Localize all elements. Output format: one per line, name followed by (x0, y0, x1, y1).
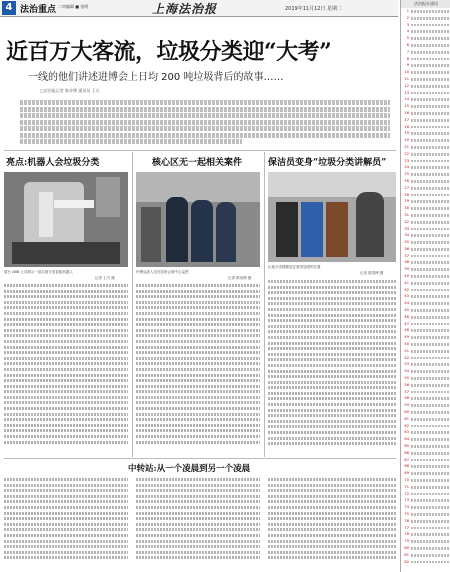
divider (4, 458, 396, 459)
photo-caption-3: 垃圾分类桶摆放在展馆显眼的位置 (268, 265, 321, 269)
sidebar-row-number: 4 (406, 29, 409, 34)
column-rule (264, 152, 265, 457)
sidebar-row-number: 51 (404, 348, 409, 353)
sidebar-row-number: 27 (404, 185, 409, 190)
sidebar-row (401, 158, 450, 165)
sidebar-row (401, 96, 450, 103)
sidebar-row-number: 35 (404, 240, 409, 245)
sidebar-row (401, 90, 450, 97)
sidebar-row-number: 19 (404, 131, 409, 136)
sidebar-row-text (411, 30, 450, 33)
sidebar-row-text (411, 350, 450, 353)
divider (4, 150, 396, 151)
sidebar-row (401, 56, 450, 63)
sidebar-row (401, 477, 450, 484)
sidebar-listing (400, 0, 450, 572)
sidebar-row (401, 171, 450, 178)
sidebar-row-text (411, 180, 450, 183)
sidebar-row-text (411, 513, 450, 516)
sidebar-row (401, 137, 450, 144)
sidebar-row-number: 59 (404, 403, 409, 408)
sidebar-row-text (411, 261, 450, 264)
sidebar-row-number: 13 (404, 90, 409, 95)
sidebar-row-text (411, 472, 450, 475)
bottom-story-title: 中转站:从一个凌晨到另一个凌晨 (128, 464, 251, 474)
column-2-body (136, 284, 260, 446)
sidebar-row-number: 80 (404, 545, 409, 550)
sidebar-row-text (411, 343, 450, 346)
sidebar-row-text (411, 377, 450, 380)
page-number: 4 (2, 1, 16, 15)
sidebar-row-text (411, 119, 450, 122)
sidebar-row-text (411, 493, 450, 496)
sidebar-row-text (411, 445, 450, 448)
sidebar-row-number: 6 (406, 42, 409, 47)
sidebar-row-number: 11 (404, 76, 409, 81)
sidebar-row (401, 368, 450, 375)
sidebar-row-text (411, 533, 450, 536)
sidebar-row-text (411, 275, 450, 278)
sidebar-row-text (411, 98, 450, 101)
sidebar-row-text (411, 139, 450, 142)
sidebar-rows (401, 8, 450, 565)
sidebar-row-text (411, 316, 450, 319)
sidebar-row (401, 436, 450, 443)
sidebar-row-number: 60 (404, 410, 409, 415)
sidebar-row-number: 57 (404, 389, 409, 394)
sidebar-row (401, 8, 450, 15)
column-title-1: 亮点:机器人会垃圾分类 (6, 158, 100, 168)
sidebar-row-text (411, 459, 450, 462)
sidebar-row (401, 327, 450, 334)
sidebar-row-text (411, 24, 450, 27)
photo-credit-2: 记者 陈奇博 摄 (228, 276, 252, 280)
sidebar-row-number: 12 (404, 83, 409, 88)
sidebar-row (401, 402, 450, 409)
sidebar-row (401, 253, 450, 260)
sidebar-row (401, 491, 450, 498)
sidebar-row-number: 14 (404, 97, 409, 102)
sidebar-row-number: 77 (404, 525, 409, 530)
sidebar-row-text (411, 51, 450, 54)
sidebar-row-text (411, 17, 450, 20)
sidebar-row-text (411, 540, 450, 543)
main-headline: 近百万大客流，垃圾分类迎“大考” (6, 39, 332, 65)
sidebar-row-number: 56 (404, 382, 409, 387)
sidebar-row-number: 82 (404, 559, 409, 564)
sidebar-row-text (411, 404, 450, 407)
sidebar-row (401, 76, 450, 83)
sidebar-row-text (411, 132, 450, 135)
sidebar-row-number: 48 (404, 328, 409, 333)
sidebar-row-text (411, 425, 450, 428)
sidebar-row-text (411, 160, 450, 163)
sidebar-row-number: 42 (404, 287, 409, 292)
column-title-2: 核心区无一起相关案件 (152, 158, 243, 168)
sidebar-row-text (411, 329, 450, 332)
sidebar-row (401, 409, 450, 416)
sidebar-row-number: 45 (404, 308, 409, 313)
sidebar-row-text (411, 554, 450, 557)
sidebar-row-number: 74 (404, 505, 409, 510)
sidebar-row-number: 8 (406, 56, 409, 61)
sidebar-row (401, 164, 450, 171)
sidebar-row (401, 443, 450, 450)
sidebar-row (401, 497, 450, 504)
sidebar-row-text (411, 37, 450, 40)
sidebar-row-number: 25 (404, 172, 409, 177)
sidebar-row (401, 198, 450, 205)
sidebar-row (401, 219, 450, 226)
issue-date: 2019年11月12日 星期二 (285, 6, 343, 12)
sidebar-row-number: 41 (404, 280, 409, 285)
sidebar-row-number: 30 (404, 206, 409, 211)
sidebar-row-text (411, 431, 450, 434)
sidebar-row-text (411, 248, 450, 251)
sidebar-row-number: 17 (404, 117, 409, 122)
sidebar-row-number: 38 (404, 260, 409, 265)
sidebar-row-number: 15 (404, 104, 409, 109)
sidebar-row-text (411, 520, 450, 523)
column-1-body (4, 284, 128, 446)
police-photo (136, 172, 260, 267)
sidebar-row (401, 239, 450, 246)
sidebar-row-number: 34 (404, 233, 409, 238)
sidebar-row-text (411, 255, 450, 258)
sidebar-row (401, 559, 450, 566)
sidebar-row-number: 68 (404, 464, 409, 469)
sidebar-row-text (411, 282, 450, 285)
paper-logo: 上海法治报 (152, 2, 218, 16)
sidebar-row-text (411, 85, 450, 88)
sidebar-row-text (411, 228, 450, 231)
sidebar-row-number: 54 (404, 369, 409, 374)
sidebar-row-number: 67 (404, 457, 409, 462)
sidebar-header: 法治报社通讯 (401, 0, 450, 8)
sidebar-row-number: 50 (404, 342, 409, 347)
sidebar-row-number: 10 (404, 70, 409, 75)
sidebar-row-number: 32 (404, 219, 409, 224)
sidebar-row-text (411, 92, 450, 95)
column-title-3: 保洁员变身“垃圾分类讲解员” (268, 158, 387, 168)
sidebar-row (401, 103, 450, 110)
sidebar-row (401, 124, 450, 131)
sidebar-row (401, 110, 450, 117)
sidebar-row-text (411, 105, 450, 108)
sidebar-row (401, 525, 450, 532)
sidebar-row (401, 273, 450, 280)
sidebar-row-text (411, 187, 450, 190)
sidebar-row-number: 7 (406, 49, 409, 54)
sidebar-row-number: 47 (404, 321, 409, 326)
sidebar-row (401, 321, 450, 328)
masthead (0, 0, 398, 17)
sidebar-row (401, 212, 450, 219)
sidebar-row (401, 552, 450, 559)
sidebar-row-text (411, 309, 450, 312)
sidebar-row-text (411, 58, 450, 61)
sidebar-row-text (411, 268, 450, 271)
subheadline: 一线的他们讲述进博会上日均 200 吨垃圾背后的故事…… (28, 72, 284, 83)
sidebar-row-text (411, 112, 450, 115)
sidebar-row-text (411, 71, 450, 74)
sidebar-row-text (411, 323, 450, 326)
sidebar-row-number: 1 (406, 9, 409, 13)
sidebar-row-number: 31 (404, 212, 409, 217)
sidebar-row-text (411, 207, 450, 210)
sidebar-row (401, 341, 450, 348)
photo-caption-2: 民警巡查人员在国家会展中心巡逻 (136, 270, 189, 274)
sidebar-row-text (411, 418, 450, 421)
sidebar-row-number: 70 (404, 477, 409, 482)
sidebar-row-number: 43 (404, 294, 409, 299)
sidebar-row-number: 53 (404, 362, 409, 367)
sidebar-row-text (411, 241, 450, 244)
sidebar-row (401, 457, 450, 464)
sidebar-row-number: 26 (404, 178, 409, 183)
sidebar-row-number: 20 (404, 138, 409, 143)
sidebar-row (401, 259, 450, 266)
sidebar-row-number: 24 (404, 165, 409, 170)
sidebar-row-number: 29 (404, 199, 409, 204)
sidebar-row (401, 389, 450, 396)
sidebar-row-text (411, 78, 450, 81)
photo-credit-3: 记者 陈奇博 摄 (360, 271, 384, 275)
sidebar-row (401, 314, 450, 321)
sidebar-row-number: 64 (404, 437, 409, 442)
sidebar-row-text (411, 336, 450, 339)
sidebar-row-text (411, 166, 450, 169)
sidebar-row-text (411, 153, 450, 156)
sidebar-row (401, 69, 450, 76)
sidebar-row (401, 83, 450, 90)
sidebar-row-number: 28 (404, 192, 409, 197)
photo-credit-1: 记者 王川 摄 (95, 276, 115, 280)
sidebar-row-number: 39 (404, 267, 409, 272)
sidebar-row (401, 151, 450, 158)
sidebar-row-text (411, 44, 450, 47)
sidebar-row (401, 518, 450, 525)
sidebar-row-text (411, 234, 450, 237)
sidebar-row (401, 423, 450, 430)
sidebar-row-number: 73 (404, 498, 409, 503)
sidebar-row-number: 66 (404, 450, 409, 455)
editor-line: 二审编辑 ■ 张明 (58, 4, 89, 9)
sidebar-row-text (411, 479, 450, 482)
sidebar-row-text (411, 411, 450, 414)
sidebar-row-text (411, 173, 450, 176)
sidebar-row (401, 232, 450, 239)
sidebar-row-number: 33 (404, 226, 409, 231)
sidebar-row-number: 16 (404, 110, 409, 115)
sidebar-row-number: 23 (404, 158, 409, 163)
sidebar-row (401, 531, 450, 538)
sidebar-row-text (411, 547, 450, 550)
sidebar-row-number: 21 (404, 144, 409, 149)
sidebar-row-text (411, 200, 450, 203)
sidebar-row (401, 178, 450, 185)
sidebar-row (401, 429, 450, 436)
sidebar-row-text (411, 363, 450, 366)
sidebar-row-number: 63 (404, 430, 409, 435)
sidebar-row (401, 185, 450, 192)
sidebar-row-number: 76 (404, 518, 409, 523)
sidebar-row-text (411, 527, 450, 530)
sidebar-row (401, 42, 450, 49)
sidebar-row (401, 192, 450, 199)
sidebar-row (401, 280, 450, 287)
lead-paragraph (20, 100, 390, 146)
sidebar-row (401, 545, 450, 552)
sidebar-row (401, 226, 450, 233)
bottom-body-2 (136, 478, 260, 562)
sidebar-row-text (411, 64, 450, 67)
section-title: 法治重点 (20, 5, 57, 15)
sidebar-row-number: 3 (406, 22, 409, 27)
sidebar-row-text (411, 10, 450, 13)
sidebar-row-number: 46 (404, 314, 409, 319)
sidebar-row (401, 35, 450, 42)
sidebar-row-number: 79 (404, 539, 409, 544)
sidebar-row (401, 375, 450, 382)
sidebar-row-text (411, 397, 450, 400)
sidebar-row (401, 28, 450, 35)
sidebar-row (401, 130, 450, 137)
sidebar-row-number: 75 (404, 511, 409, 516)
sidebar-row-text (411, 486, 450, 489)
sidebar-row (401, 15, 450, 22)
sidebar-row (401, 416, 450, 423)
sidebar-row-number: 18 (404, 124, 409, 129)
sidebar-row-text (411, 499, 450, 502)
sidebar-row (401, 205, 450, 212)
sidebar-row-number: 58 (404, 396, 409, 401)
sidebar-row (401, 334, 450, 341)
sidebar-row-number: 2 (406, 15, 409, 20)
sidebar-row-text (411, 214, 450, 217)
bins-photo (268, 172, 396, 262)
sidebar-row (401, 511, 450, 518)
sidebar-row (401, 293, 450, 300)
sidebar-row-number: 65 (404, 444, 409, 448)
sidebar-row (401, 49, 450, 56)
sidebar-row (401, 504, 450, 511)
sidebar-row (401, 382, 450, 389)
robot-photo (4, 172, 128, 267)
sidebar-row-number: 37 (404, 253, 409, 258)
column-3-body (268, 280, 396, 448)
sidebar-row-text (411, 384, 450, 387)
sidebar-row-text (411, 357, 450, 360)
sidebar-row-number: 78 (404, 532, 409, 537)
sidebar-row (401, 348, 450, 355)
sidebar-row-text (411, 370, 450, 373)
sidebar-row (401, 395, 450, 402)
sidebar-row (401, 144, 450, 151)
sidebar-row-number: 40 (404, 274, 409, 279)
byline: □法治报记者 陈奇博 通讯员 王川 (40, 88, 100, 93)
sidebar-row-text (411, 438, 450, 441)
sidebar-row-text (411, 452, 450, 455)
sidebar-row-number: 62 (404, 423, 409, 428)
sidebar-row-number: 9 (406, 63, 409, 68)
sidebar-row (401, 355, 450, 362)
sidebar-row-number: 22 (404, 151, 409, 156)
sidebar-row (401, 287, 450, 294)
sidebar-row (401, 266, 450, 273)
bottom-body-3 (268, 478, 396, 562)
sidebar-row-text (411, 561, 450, 564)
photo-caption-1: 展台 ABB 公司展示一款垃圾分类智能机器人 (4, 270, 73, 274)
sidebar-row-text (411, 391, 450, 394)
sidebar-row-number: 36 (404, 246, 409, 251)
sidebar-row (401, 22, 450, 29)
sidebar-row-number: 44 (404, 301, 409, 306)
sidebar-row-text (411, 146, 450, 149)
sidebar-row-number: 55 (404, 376, 409, 381)
sidebar-row (401, 62, 450, 69)
sidebar-row-number: 69 (404, 471, 409, 476)
sidebar-row-number: 52 (404, 355, 409, 360)
sidebar-row-text (411, 465, 450, 468)
sidebar-row (401, 484, 450, 491)
sidebar-row-number: 49 (404, 335, 409, 340)
column-rule (132, 152, 133, 457)
sidebar-row-text (411, 506, 450, 509)
sidebar-row-text (411, 289, 450, 292)
sidebar-row (401, 463, 450, 470)
sidebar-row-number: 71 (404, 484, 409, 489)
sidebar-row-text (411, 221, 450, 224)
sidebar-row (401, 450, 450, 457)
sidebar-row-number: 5 (406, 36, 409, 41)
sidebar-row (401, 307, 450, 314)
bottom-body-1 (4, 478, 128, 562)
sidebar-row-text (411, 295, 450, 298)
sidebar-row (401, 246, 450, 253)
sidebar-row-text (411, 194, 450, 197)
sidebar-row (401, 361, 450, 368)
sidebar-row-number: 72 (404, 491, 409, 496)
sidebar-row-text (411, 126, 450, 129)
sidebar-row (401, 538, 450, 545)
sidebar-row-text (411, 302, 450, 305)
sidebar-row (401, 117, 450, 124)
sidebar-row (401, 300, 450, 307)
sidebar-row-number: 61 (404, 416, 409, 421)
sidebar-row-number: 81 (404, 552, 409, 557)
sidebar-row (401, 470, 450, 477)
